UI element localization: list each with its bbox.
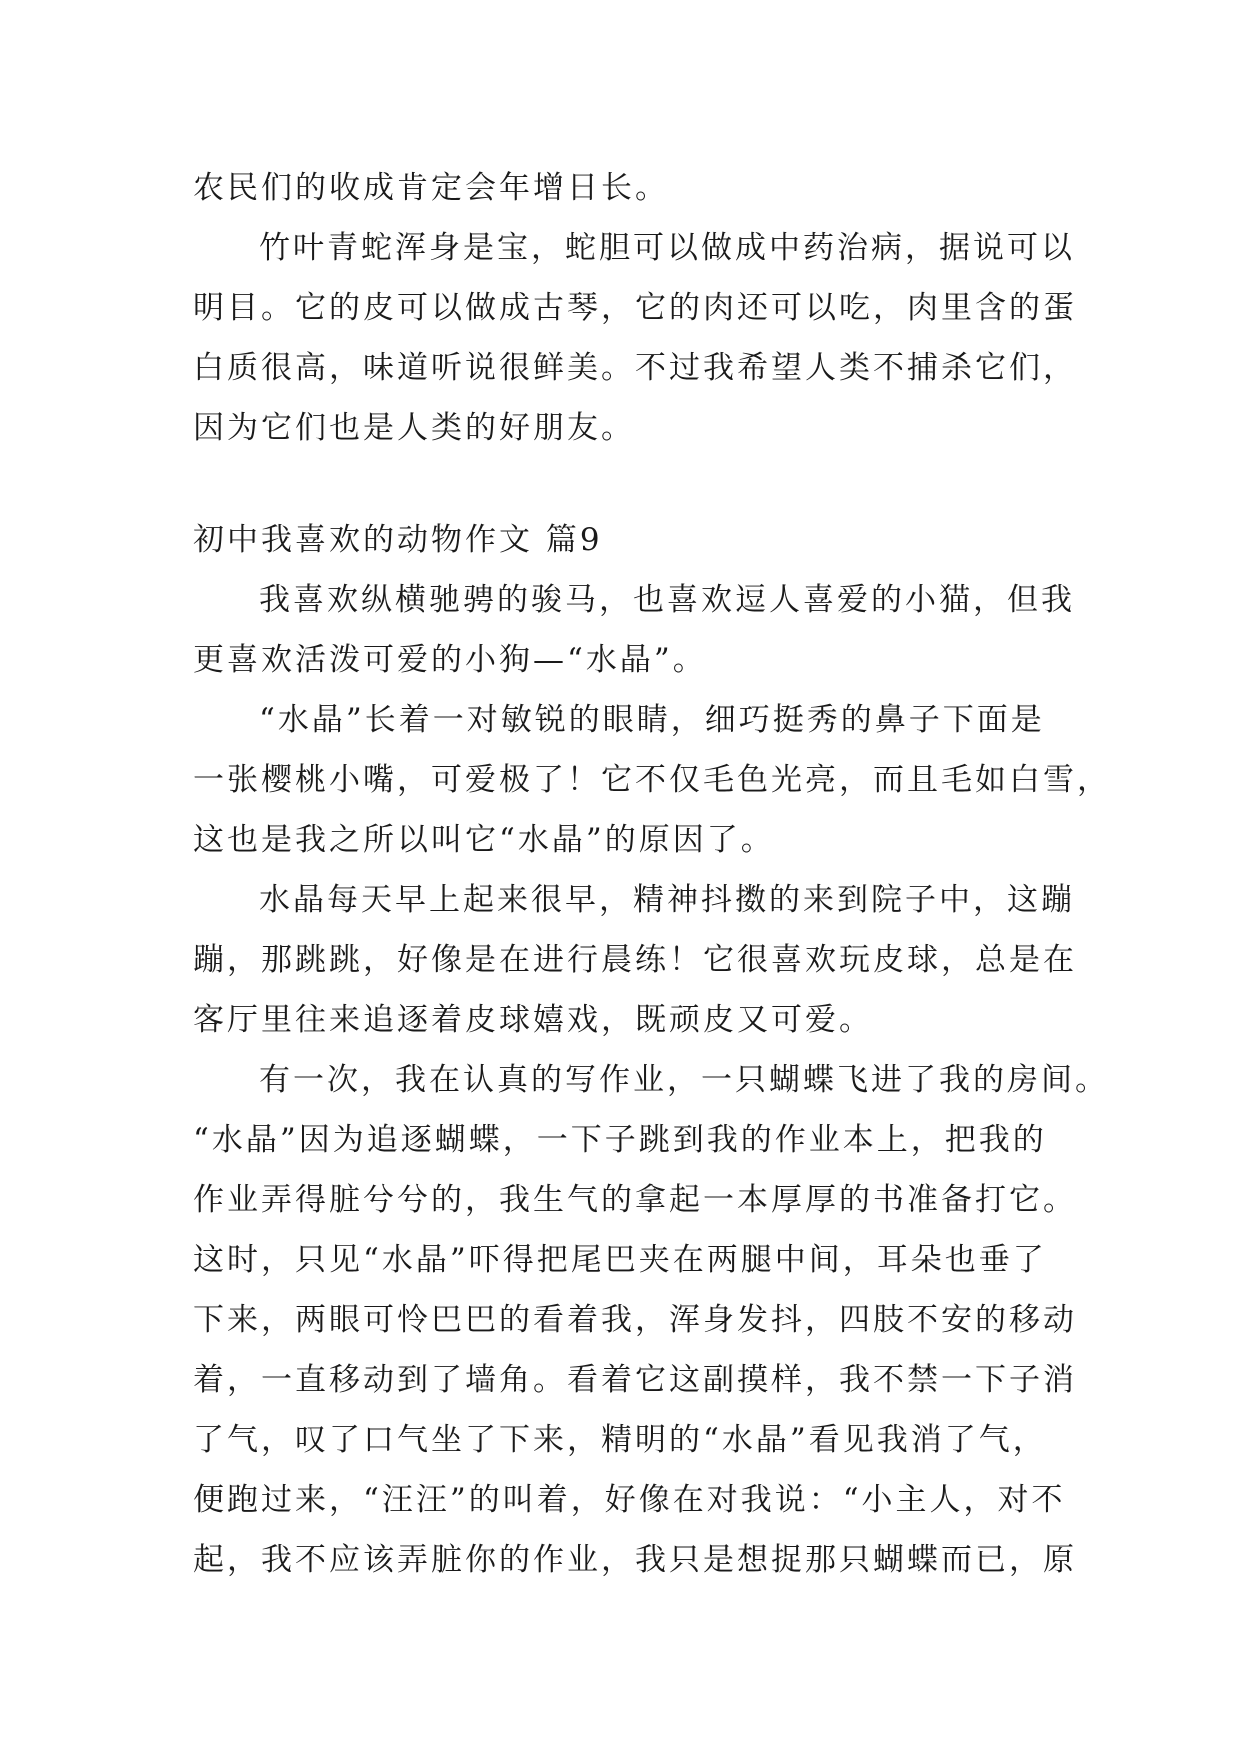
paragraph-line: 起，我不应该弄脏你的作业，我只是想捉那只蝴蝶而已，原 (193, 1542, 1077, 1578)
paragraph-line: 便跑过来，“汪汪”的叫着，好像在对我说：“小主人，对不 (193, 1482, 1066, 1518)
section-heading: 初中我喜欢的动物作文 篇9 (193, 522, 603, 558)
paragraph-line: 一张樱桃小嘴，可爱极了！它不仅毛色光亮，而且毛如白雪， (193, 762, 1111, 798)
paragraph-line: 白质很高，味道听说很鲜美。不过我希望人类不捕杀它们， (193, 350, 1077, 386)
paragraph-line: “水晶”因为追逐蝴蝶，一下子跳到我的作业本上，把我的 (193, 1122, 1047, 1158)
paragraph-line: 竹叶青蛇浑身是宝，蛇胆可以做成中药治病，据说可以 (259, 230, 1075, 266)
paragraph-line: 更喜欢活泼可爱的小狗—“水晶”。 (193, 642, 707, 678)
paragraph-line: 客厅里往来追逐着皮球嬉戏，既顽皮又可爱。 (193, 1002, 873, 1038)
paragraph-line: 明目。它的皮可以做成古琴，它的肉还可以吃，肉里含的蛋 (193, 290, 1077, 326)
paragraph-line: “水晶”长着一对敏锐的眼睛，细巧挺秀的鼻子下面是 (259, 702, 1045, 738)
paragraph-line: 下来，两眼可怜巴巴的看着我，浑身发抖，四肢不安的移动 (193, 1302, 1077, 1338)
paragraph-line: 我喜欢纵横驰骋的骏马，也喜欢逗人喜爱的小猫，但我 (259, 582, 1075, 618)
paragraph-line: 因为它们也是人类的好朋友。 (193, 410, 635, 446)
paragraph-line: 作业弄得脏兮兮的，我生气的拿起一本厚厚的书准备打它。 (193, 1182, 1077, 1218)
paragraph-line: 了气，叹了口气坐了下来，精明的“水晶”看见我消了气， (193, 1422, 1047, 1458)
paragraph-line: 蹦，那跳跳，好像是在进行晨练！它很喜欢玩皮球，总是在 (193, 942, 1077, 978)
paragraph-line: 水晶每天早上起来很早，精神抖擞的来到院子中，这蹦 (259, 882, 1075, 918)
paragraph-line: 着，一直移动到了墙角。看着它这副摸样，我不禁一下子消 (193, 1362, 1077, 1398)
paragraph-line: 这时，只见“水晶”吓得把尾巴夹在两腿中间，耳朵也垂了 (193, 1242, 1047, 1278)
document-page (193, 158, 1111, 1590)
paragraph-line: 这也是我之所以叫它“水晶”的原因了。 (193, 822, 775, 858)
paragraph-line: 农民们的收成肯定会年增日长。 (193, 170, 669, 206)
paragraph-line: 有一次，我在认真的写作业，一只蝴蝶飞进了我的房间。 (259, 1062, 1109, 1098)
